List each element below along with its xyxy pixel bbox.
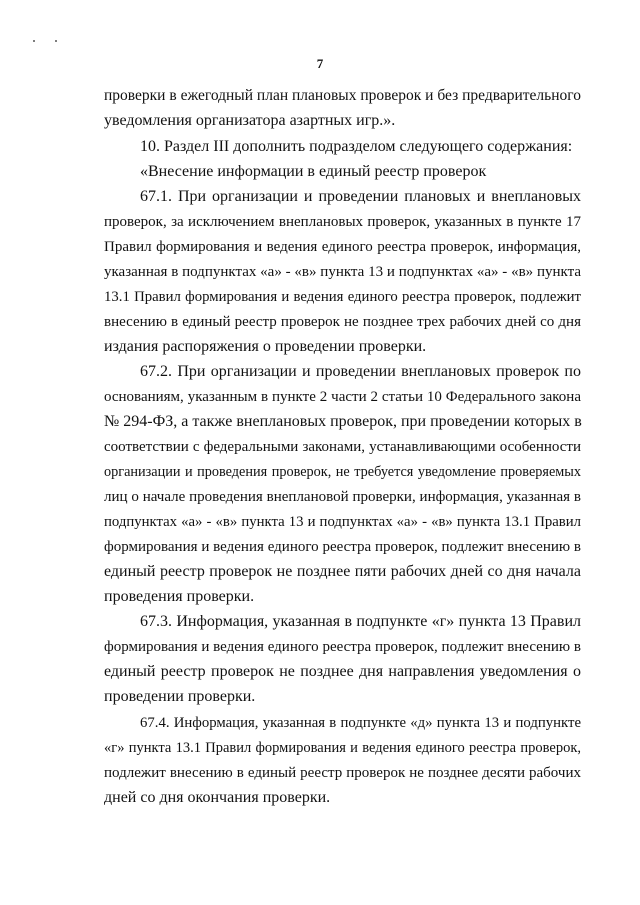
scan-speck <box>55 40 57 42</box>
text-line: № 294-ФЗ, а также внеплановых проверок, при проведении которых в <box>104 413 582 430</box>
text-line: указанная в подпунктах «а» - «в» пункта 13 и подпунктах «а» - «в» пункта <box>104 264 581 280</box>
text-line: дней со дня окончания проверки. <box>104 789 331 806</box>
text-line: 67.3. Информация, указанная в подпункте «г» пункта 13 Правил <box>140 613 581 630</box>
text-line: единый реестр проверок не позднее пяти рабочих дней со дня начала <box>104 563 581 580</box>
text-line: формирования и ведения единого реестра проверок, подлежит внесению в <box>104 539 581 555</box>
text-line: уведомления организатора азартных игр.». <box>104 112 396 129</box>
section-heading: «Внесение информации в единый реестр проверок <box>140 163 487 180</box>
text-line: 10. Раздел III дополнить подразделом следующего содержания: <box>140 138 573 155</box>
text-line: издания распоряжения о проведении проверки. <box>104 338 427 355</box>
text-line: проведении проверки. <box>104 688 256 705</box>
text-line: проверок, за исключением внеплановых проверок, указанных в пункте 17 <box>104 214 581 230</box>
text-line: 67.2. При организации и проведении внеплановых проверок по <box>140 363 581 380</box>
text-line: подлежит внесению в единый реестр проверок не позднее десяти рабочих <box>104 765 581 781</box>
text-line: проверки в ежегодный план плановых проверок и без предварительного <box>104 87 581 104</box>
text-line: единый реестр проверок не позднее дня направления уведомления о <box>104 663 581 680</box>
text-line: 13.1 Правил формирования и ведения единого реестра проверок, подлежит <box>104 289 581 305</box>
text-line: основаниям, указанным в пункте 2 части 2 статьи 10 Федерального закона <box>104 389 581 405</box>
text-line: внесению в единый реестр проверок не позднее трех рабочих дней со дня <box>104 314 581 330</box>
text-line: лиц о начале проведения внеплановой проверки, информация, указанная в <box>104 489 581 505</box>
text-line: 67.4. Информация, указанная в подпункте «д» пункта 13 и подпункте <box>140 715 581 731</box>
text-line: подпунктах «а» - «в» пункта 13 и подпунктах «а» - «в» пункта 13.1 Правил <box>104 514 581 530</box>
text-line: Правил формирования и ведения единого реестра проверок, информация, <box>104 239 581 255</box>
text-line: 67.1. При организации и проведении плановых и внеплановых <box>140 188 581 205</box>
text-line: формирования и ведения единого реестра проверок, подлежит внесению в <box>104 639 581 655</box>
page-number: 7 <box>316 56 324 71</box>
scan-speck <box>33 40 35 42</box>
text-line: организации и проведения проверок, не требуется уведомление проверяемых <box>104 464 581 480</box>
text-line: «г» пункта 13.1 Правил формирования и ведения единого реестра проверок, <box>104 740 581 756</box>
text-line: соответствии с федеральными законами, устанавливающими особенности <box>104 439 581 455</box>
text-line: проведения проверки. <box>104 588 255 605</box>
